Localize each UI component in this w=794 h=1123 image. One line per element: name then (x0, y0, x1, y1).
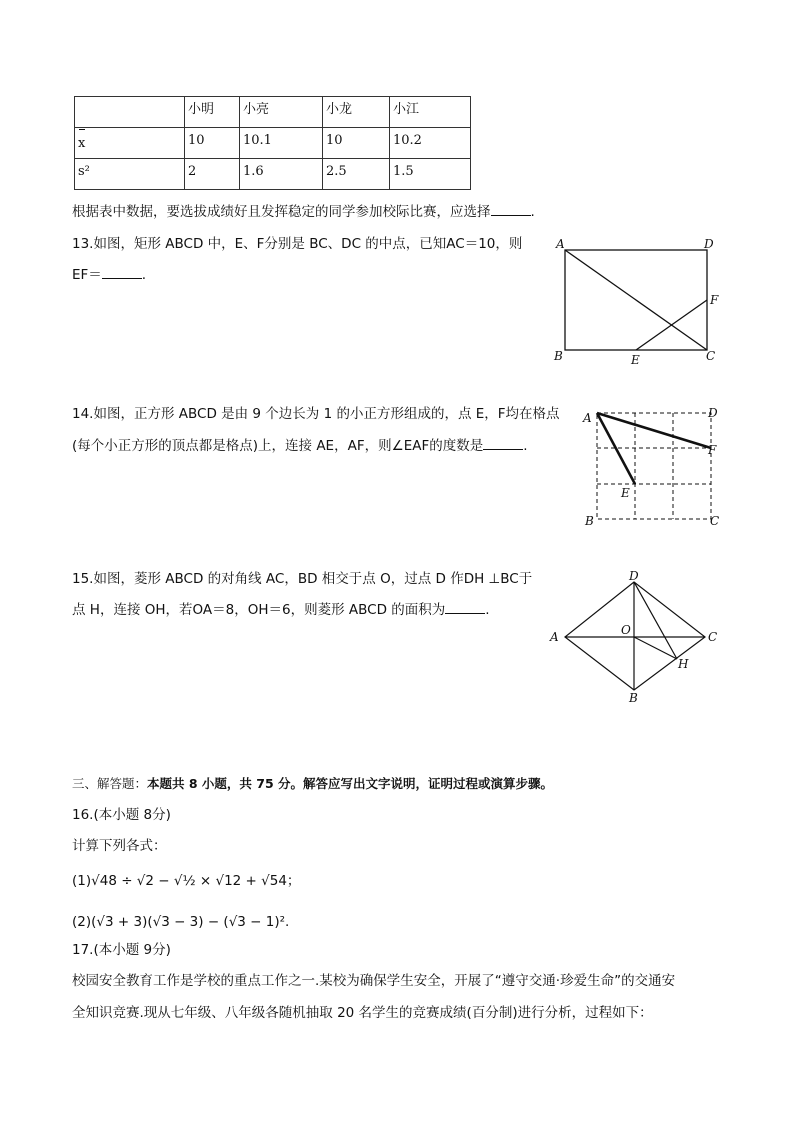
q16-expression-2: (2)(√3 + 3)(√3 − 3) − (√3 − 1)². (72, 914, 290, 930)
section-three-text: 本题共 8 小题，共 75 分。解答应写出文字说明，证明过程或演算步骤。 (147, 776, 554, 791)
row-label-mean (75, 128, 185, 159)
answer-blank (483, 437, 523, 450)
point-label-c: C (708, 630, 718, 644)
point-label-d: D (708, 406, 718, 420)
point-label-f: F (708, 443, 717, 457)
q15-line1: 15.如图，菱形 ABCD 的对角线 AC，BD 相交于点 O，过点 D 作DH ⊥BC于 (72, 571, 533, 587)
point-label-e: E (631, 353, 640, 367)
table-cell: 10 (185, 128, 240, 159)
point-label-c: C (706, 349, 716, 363)
point-label-b: B (585, 514, 594, 528)
table-cell: 10.1 (240, 128, 323, 159)
row-label-variance: s² (75, 159, 185, 190)
q16-expression-1: (1)√48 ÷ √2 − √½ × √12 + √54； (72, 873, 301, 889)
answer-blank (445, 601, 485, 614)
point-label-e: E (621, 486, 630, 500)
diagonal-ac (565, 250, 707, 350)
section-three-lead: 三、解答题： (72, 776, 148, 791)
q13-line1: 13.如图，矩形 ABCD 中，E、F分别是 BC、DC 的中点，已知AC＝10，则 (72, 236, 523, 252)
q15-rhombus-figure (545, 568, 725, 708)
rhombus-abcd (565, 582, 705, 690)
q15-text: 点 H，连接 OH，若OA＝8，OH＝6，则菱形 ABCD 的面积为 (72, 602, 446, 618)
q13-text: EF＝ (72, 267, 102, 283)
q17-line2: 全知识竞赛.现从七年级、八年级各随机抽取 20 名学生的竞赛成绩(百分制)进行分析，过程如下： (72, 1005, 653, 1021)
table-row (75, 128, 471, 159)
q17-line1: 校园安全教育工作是学校的重点工作之一.某校为确保学生安全，开展了“遵守交通·珍爱生命”的交通安 (72, 973, 676, 989)
table-cell: 1.6 (240, 159, 323, 190)
table-header-cell: 小亮 (240, 97, 323, 128)
q13-line2: EF＝ . (72, 267, 147, 283)
table-cell: 10 (323, 128, 390, 159)
point-label-a: A (550, 630, 559, 644)
point-label-o: O (621, 623, 631, 637)
q14-line2: (每个小正方形的顶点都是格点)上，连接 AE，AF，则∠EAF的度数是 . (72, 438, 528, 454)
table-header-cell: 小龙 (323, 97, 390, 128)
answer-blank (491, 203, 531, 216)
point-label-d: D (704, 237, 714, 251)
stats-table (74, 96, 471, 190)
point-label-b: B (554, 349, 563, 363)
point-label-b: B (629, 691, 638, 705)
table-header-row (75, 97, 471, 128)
point-label-d: D (629, 569, 639, 583)
point-label-a: A (556, 237, 565, 251)
table-cell: 2.5 (323, 159, 390, 190)
table-cell: 1.5 (390, 159, 471, 190)
q14-text: (每个小正方形的顶点都是格点)上，连接 AE，AF，则∠EAF的度数是 (72, 438, 484, 454)
q15-line2: 点 H，连接 OH，若OA＝8，OH＝6，则菱形 ABCD 的面积为 . (72, 602, 490, 618)
point-label-c: C (710, 514, 720, 528)
mean-symbol: x (78, 128, 85, 154)
q16-title: 16.(本小题 8分) (72, 807, 171, 823)
table-row (75, 159, 471, 190)
table-cell: 2 (185, 159, 240, 190)
table-header-cell: 小明 (185, 97, 240, 128)
answer-blank (102, 266, 142, 279)
q17-title: 17.(本小题 9分) (72, 942, 171, 958)
q13-rectangle-figure (550, 232, 730, 368)
table-header-cell: 小江 (390, 97, 471, 128)
table-header-cell (75, 97, 185, 128)
q12-question-tail: 根据表中数据，要选拔成绩好且发挥稳定的同学参加校际比赛，应选择 . (72, 204, 535, 220)
q14-line1: 14.如图，正方形 ABCD 是由 9 个边长为 1 的小正方形组成的，点 E，F均在格点 (72, 406, 560, 422)
table-cell: 10.2 (390, 128, 471, 159)
point-label-a: A (583, 411, 592, 425)
square-abcd (597, 413, 711, 519)
q12-text: 根据表中数据，要选拔成绩好且发挥稳定的同学参加校际比赛，应选择 (72, 204, 491, 220)
point-label-h: H (678, 657, 689, 671)
point-label-f: F (710, 293, 719, 307)
section-three-header (72, 775, 553, 793)
q16-prompt: 计算下列各式： (72, 838, 167, 854)
q14-grid-figure (578, 402, 728, 532)
